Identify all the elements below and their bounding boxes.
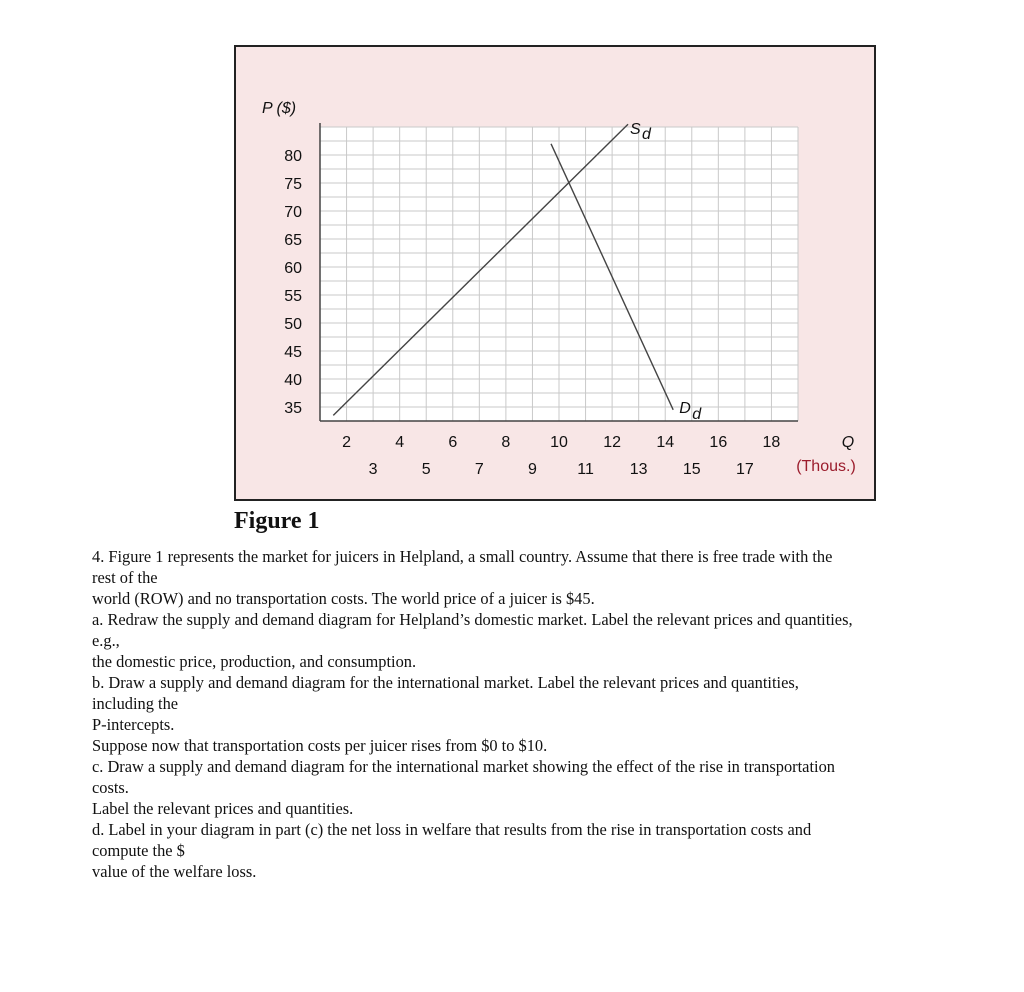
figure-frame xyxy=(234,45,876,501)
x-tick-label: 16 xyxy=(709,434,728,451)
x-tick-label: 4 xyxy=(395,434,405,451)
question-line: Label the relevant prices and quantities. xyxy=(92,799,354,818)
y-axis-label: P ($) xyxy=(262,100,297,117)
figure-caption: Figure 1 xyxy=(234,508,320,534)
x-tick-label: 2 xyxy=(342,434,352,451)
x-tick-label: 13 xyxy=(629,461,648,478)
question-line: Suppose now that transportation costs per juicer rises from $0 to $10. xyxy=(92,736,548,755)
x-axis-label: Q xyxy=(841,434,855,451)
x-tick-label: 9 xyxy=(527,461,537,478)
x-tick-label: 6 xyxy=(448,434,458,451)
question-line: world (ROW) and no transportation costs. The world price of a juicer is $45. xyxy=(92,589,595,608)
x-tick-label: 18 xyxy=(762,434,781,451)
question-line: the domestic price, production, and consumption. xyxy=(92,652,417,671)
x-tick-label: 17 xyxy=(735,461,754,478)
x-tick-label: 10 xyxy=(550,434,568,451)
x-tick-label: 14 xyxy=(656,434,675,451)
supply-demand-chart xyxy=(236,47,874,499)
supply-curve-label: S xyxy=(630,121,641,139)
question-line: c. Draw a supply and demand diagram for the international market showing the effect of the rise in transportation xyxy=(92,757,835,776)
y-tick-label: 70 xyxy=(284,204,302,221)
y-tick-label: 50 xyxy=(284,316,302,333)
question-line: a. Redraw the supply and demand diagram for Helpland’s domestic market. Label the relevant prices and quantities, xyxy=(92,610,853,629)
x-tick-label: 7 xyxy=(474,461,484,478)
supply-curve-label-subscript: d xyxy=(642,126,651,144)
question-line: rest of the xyxy=(92,568,158,587)
x-tick-label: 11 xyxy=(577,461,594,478)
y-tick-label: 80 xyxy=(284,148,302,165)
question-line: P-intercepts. xyxy=(92,715,175,734)
x-tick-label: 3 xyxy=(368,461,378,478)
question-text xyxy=(92,546,962,882)
y-tick-label: 35 xyxy=(284,400,302,417)
y-tick-label: 65 xyxy=(284,232,302,249)
x-tick-label: 8 xyxy=(501,434,511,451)
question-line: b. Draw a supply and demand diagram for the international market. Label the relevant prices and quantities, xyxy=(92,673,799,692)
question-line: value of the welfare loss. xyxy=(92,862,257,881)
question-line: including the xyxy=(92,694,179,713)
demand-curve-label: D xyxy=(679,399,691,417)
x-tick-label: 12 xyxy=(603,434,622,451)
demand-curve-label-subscript: d xyxy=(692,405,702,423)
question-line: d. Label in your diagram in part (c) the net loss in welfare that results from the rise in transportation costs and xyxy=(92,820,812,839)
y-tick-label: 75 xyxy=(284,176,302,193)
x-tick-label: 5 xyxy=(421,461,431,478)
question-line: 4. Figure 1 represents the market for juicers in Helpland, a small country. Assume that there is free trade with the xyxy=(92,547,833,566)
question-line: costs. xyxy=(92,778,129,797)
x-axis-unit-label: (Thous.) xyxy=(796,458,856,475)
y-tick-label: 60 xyxy=(284,260,302,277)
y-tick-label: 45 xyxy=(284,344,302,361)
x-tick-label: 15 xyxy=(682,461,701,478)
y-tick-label: 40 xyxy=(284,372,302,389)
question-line: compute the $ xyxy=(92,841,185,860)
question-line: e.g., xyxy=(92,631,120,650)
y-tick-label: 55 xyxy=(284,288,302,305)
